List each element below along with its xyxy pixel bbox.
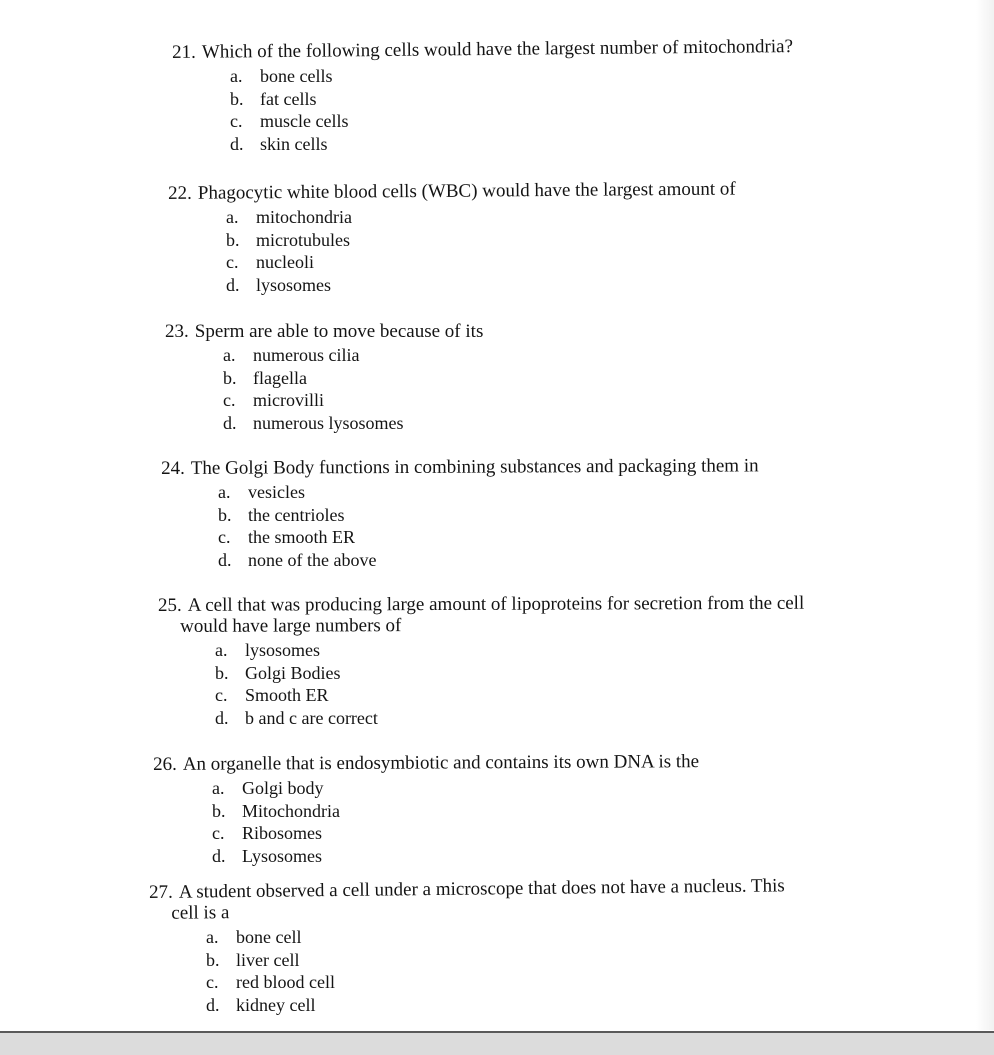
answer-options (226, 206, 888, 296)
question-21 (172, 36, 892, 155)
question-number: 22. (168, 182, 192, 204)
answer-options (212, 777, 873, 867)
question-text: 22. Phagocytic white blood cells (WBC) would have the largest amount of (168, 178, 736, 204)
question-text: 24. The Golgi Body functions in combining substances and packaging them in (161, 455, 759, 479)
answer-option-a[interactable]: a. mitochondria (226, 207, 352, 227)
answer-option-d[interactable]: d. numerous lysosomes (223, 412, 404, 433)
question-text: 26. An organelle that is endosymbiotic and contains its own DNA is the (153, 751, 700, 775)
answer-options (223, 344, 885, 434)
answer-option-c[interactable]: c. the smooth ER (218, 527, 355, 547)
question-text-continuation: would have large numbers of (180, 615, 402, 637)
question-text: 21. Which of the following cells would have the largest number of mitochondria? (172, 36, 794, 63)
answer-option-a[interactable]: a. Golgi body (212, 778, 324, 798)
answer-option-a[interactable]: a. bone cells (230, 66, 333, 86)
answer-option-d[interactable]: d. Lysosomes (212, 845, 323, 866)
question-24 (161, 455, 881, 571)
answer-option-d[interactable]: d. kidney cell (206, 994, 316, 1015)
question-number: 21. (172, 41, 196, 63)
answer-option-a[interactable]: a. numerous cilia (223, 345, 360, 365)
answer-option-c[interactable]: c. red blood cell (206, 972, 335, 992)
answer-options (206, 926, 839, 1016)
answer-option-a[interactable]: a. bone cell (206, 927, 302, 947)
answer-option-c[interactable]: c. Smooth ER (215, 685, 329, 705)
page-shadow (976, 0, 994, 1030)
answer-option-a[interactable]: a. vesicles (218, 482, 305, 502)
answer-options (230, 65, 892, 155)
question-22 (168, 178, 888, 296)
question-number: 23. (165, 321, 189, 342)
answer-option-b[interactable]: b. the centrioles (218, 504, 345, 525)
answer-option-b[interactable]: b. liver cell (206, 949, 300, 970)
question-text-continuation: cell is a (171, 902, 230, 924)
answer-option-c[interactable]: c. nucleoli (226, 252, 314, 272)
question-text: 23. Sperm are able to move because of its (165, 321, 484, 342)
question-25 (158, 592, 858, 729)
answer-option-c[interactable]: c. muscle cells (230, 111, 349, 131)
answer-option-c[interactable]: c. microvilli (223, 390, 324, 410)
answer-option-d[interactable]: d. b and c are correct (215, 707, 378, 728)
question-number: 27. (149, 881, 173, 903)
question-27 (149, 875, 839, 1016)
answer-option-c[interactable]: c. Ribosomes (212, 823, 323, 843)
page-bottom-edge (0, 1031, 994, 1055)
question-number: 24. (161, 457, 185, 479)
question-23 (165, 321, 885, 434)
answer-option-d[interactable]: d. lysosomes (226, 274, 332, 295)
answer-options (215, 639, 858, 729)
question-26 (153, 751, 873, 867)
answer-option-b[interactable]: b. flagella (223, 367, 307, 388)
question-text: 25. A cell that was producing large amount of lipoproteins for secretion from the cell would have large numbers of (158, 593, 858, 637)
answer-option-a[interactable]: a. lysosomes (215, 640, 321, 660)
answer-option-b[interactable]: b. microtubules (226, 229, 350, 250)
answer-option-d[interactable]: d. skin cells (230, 133, 328, 154)
question-number: 26. (153, 753, 177, 775)
answer-option-d[interactable]: d. none of the above (218, 549, 377, 570)
question-text: 27. A student observed a cell under a microscope that does not have a nucleus. This cell is a (149, 875, 839, 924)
answer-option-b[interactable]: b. fat cells (230, 88, 317, 109)
answer-option-b[interactable]: b. Mitochondria (212, 800, 340, 821)
question-number: 25. (158, 594, 182, 616)
answer-option-b[interactable]: b. Golgi Bodies (215, 662, 341, 683)
answer-options (218, 481, 881, 571)
